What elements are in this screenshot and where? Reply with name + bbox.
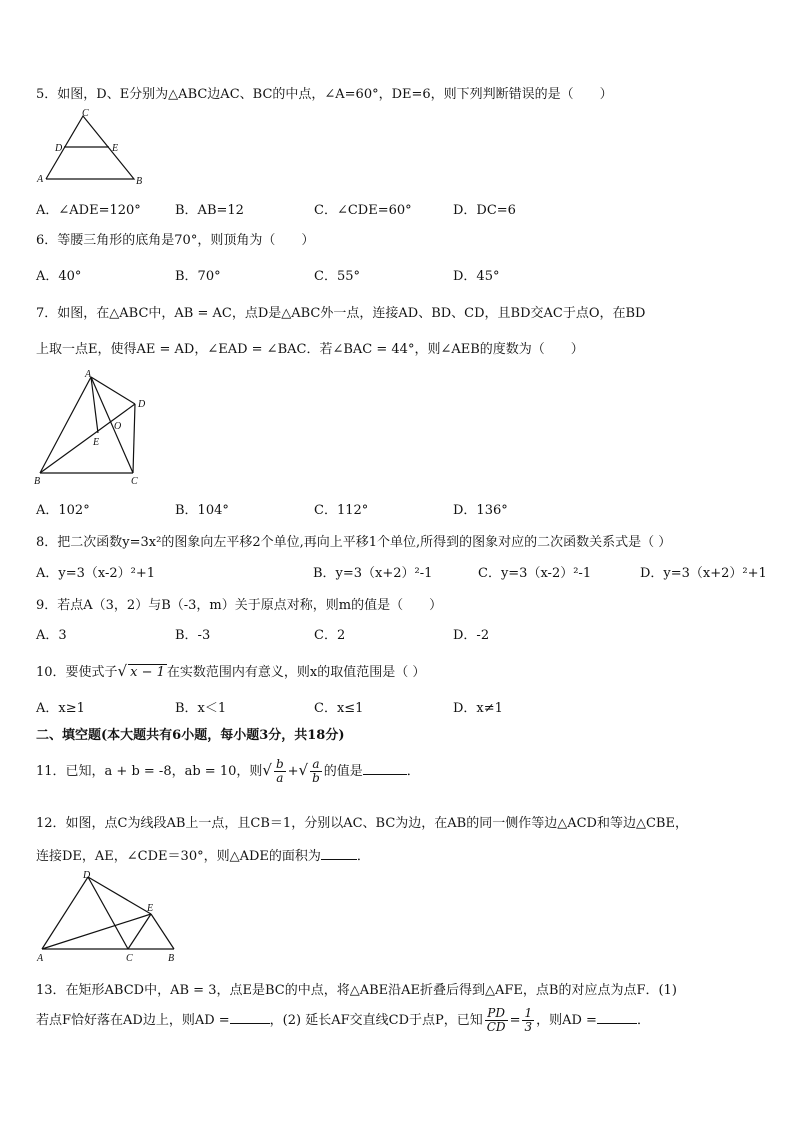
q7-option-c[interactable]: C．112° bbox=[314, 503, 369, 518]
q5-option-d[interactable]: D．DC=6 bbox=[453, 203, 516, 218]
q10-stem bbox=[36, 661, 425, 680]
q6-option-c[interactable]: C．55° bbox=[314, 269, 360, 284]
sqrt-icon: √ bbox=[262, 761, 272, 779]
q13-end: ． bbox=[636, 1013, 650, 1028]
q10-radicand: x − 1 bbox=[130, 665, 165, 680]
q8-option-d[interactable]: D．y=3（x+2）²+1 bbox=[640, 566, 767, 581]
sqrt-icon: √ bbox=[117, 662, 128, 680]
q12-label-b: B bbox=[168, 953, 175, 963]
q11-plus: + bbox=[287, 764, 299, 779]
q5-option-b[interactable]: B．AB=12 bbox=[175, 203, 244, 218]
q11-answer-blank[interactable] bbox=[363, 763, 407, 775]
q6-option-a[interactable]: A．40° bbox=[36, 269, 82, 284]
q12-label-c: C bbox=[126, 953, 133, 963]
q13-frac2-den: 3 bbox=[524, 1020, 533, 1034]
q13-frac bbox=[485, 1007, 508, 1034]
q11-frac1 bbox=[274, 758, 286, 785]
q12-stem-line2 bbox=[36, 845, 370, 864]
q7-label-o: O bbox=[114, 421, 122, 432]
q12-stem-line1: 12．如图，点C为线段AB上一点，且CB＝1，分别以AC、BC为边，在AB的同一侧作等边△ACD和等边△CBE， bbox=[36, 816, 688, 831]
q13-frac-den: CD bbox=[486, 1020, 506, 1034]
q10-option-d[interactable]: D．x≠1 bbox=[453, 701, 503, 716]
q13-answer-blank-2[interactable] bbox=[597, 1012, 637, 1024]
q11-frac1-den: a bbox=[276, 771, 284, 785]
q11-stem bbox=[36, 758, 420, 785]
q11-frac1-num: b bbox=[275, 757, 284, 771]
q13-stem-line1: 13．在矩形ABCD中，AB = 3，点E是BC的中点，将△ABE沿AE折叠后得到△AFE，点B的对应点为点F．(1) bbox=[36, 983, 677, 998]
q12-answer-blank[interactable] bbox=[321, 848, 357, 860]
q7-option-d[interactable]: D．136° bbox=[453, 503, 508, 518]
q11-stem-before: 11．已知，a + b = -8，ab = 10，则 bbox=[36, 764, 263, 779]
q8-stem: 8．把二次函数y=3x²的图象向左平移2个单位,再向上平移1个单位,所得到的图象对应的二次函数关系式是（ ） bbox=[36, 535, 672, 550]
q5-stem: 5．如图，D、E分别为△ABC边AC、BC的中点，∠A=60°，DE=6，则下列判断错误的是（ ） bbox=[36, 87, 613, 102]
q13-answer-blank-1[interactable] bbox=[230, 1012, 270, 1024]
q13-frac2-num: 1 bbox=[524, 1006, 533, 1020]
q11-frac2-num: a bbox=[310, 758, 322, 772]
q10-option-b[interactable]: B．x＜1 bbox=[175, 701, 227, 716]
q9-option-a[interactable]: A．3 bbox=[36, 628, 67, 643]
q11-frac2 bbox=[310, 758, 322, 785]
q7-label-c: C bbox=[131, 476, 138, 487]
q5-label-b: B bbox=[136, 176, 143, 186]
q5-option-c[interactable]: C．∠CDE=60° bbox=[314, 203, 412, 218]
q5-figure bbox=[32, 106, 152, 186]
q5-option-a[interactable]: A．∠ADE=120° bbox=[36, 203, 141, 218]
q11-stem-after: 的值是 bbox=[323, 764, 363, 779]
q11-frac2-den: b bbox=[312, 771, 320, 785]
q13-line2-part3: ，则AD = bbox=[536, 1013, 597, 1028]
q10-option-a[interactable]: A．x≥1 bbox=[36, 701, 85, 716]
q8-option-c[interactable]: C．y=3（x-2）²-1 bbox=[478, 566, 592, 581]
q8-option-b[interactable]: B．y=3（x+2）²-1 bbox=[313, 566, 433, 581]
q5-label-d: D bbox=[55, 143, 63, 154]
q6-option-b[interactable]: B．70° bbox=[175, 269, 221, 284]
q9-option-c[interactable]: C．2 bbox=[314, 628, 346, 643]
q13-equals: = bbox=[509, 1013, 521, 1028]
q13-line2-part1: 若点F恰好落在AD边上，则AD = bbox=[36, 1013, 230, 1028]
q13-frac-num: PD bbox=[485, 1007, 508, 1021]
q7-option-b[interactable]: B．104° bbox=[175, 503, 229, 518]
q13-line2-part2: ，(2) 延长AF交直线CD于点P，已知 bbox=[269, 1013, 483, 1028]
q13-frac2 bbox=[522, 1007, 534, 1034]
q8-option-a[interactable]: A．y=3（x-2）²+1 bbox=[36, 566, 156, 581]
q9-stem: 9．若点A（3，2）与B（-3，m）关于原点对称，则m的值是（ ） bbox=[36, 598, 443, 613]
q7-label-a: A bbox=[85, 369, 92, 380]
q7-figure bbox=[32, 368, 162, 488]
q5-label-e: E bbox=[112, 143, 119, 154]
q6-option-d[interactable]: D．45° bbox=[453, 269, 500, 284]
q7-label-b: B bbox=[34, 476, 41, 487]
q12-stem-line2-after: ． bbox=[356, 849, 370, 864]
q7-label-d: D bbox=[138, 399, 146, 410]
q11-end: ． bbox=[406, 764, 420, 779]
q7-option-a[interactable]: A．102° bbox=[36, 503, 90, 518]
q12-figure bbox=[32, 868, 182, 963]
q12-label-d: D bbox=[83, 870, 91, 881]
q9-option-b[interactable]: B．-3 bbox=[175, 628, 211, 643]
q5-label-a: A bbox=[37, 174, 44, 185]
q12-label-e: E bbox=[147, 903, 154, 914]
q7-stem-line2: 上取一点E，使得AE = AD，∠EAD = ∠BAC．若∠BAC = 44°，则∠AEB的度数为（ ） bbox=[36, 342, 584, 357]
q12-label-a: A bbox=[37, 953, 44, 963]
sqrt-icon: √ bbox=[298, 761, 309, 779]
q13-stem-line2 bbox=[36, 1007, 650, 1034]
q6-stem: 6．等腰三角形的底角是70°，则顶角为（ ） bbox=[36, 233, 315, 248]
q7-stem-line1: 7．如图，在△ABC中，AB = AC，点D是△ABC外一点，连接AD、BD、CD，且BD交AC于点O，在BD bbox=[36, 306, 646, 321]
q7-label-e: E bbox=[93, 437, 100, 448]
q9-option-d[interactable]: D．-2 bbox=[453, 628, 490, 643]
q10-stem-after: 在实数范围内有意义，则x的取值范围是（ ） bbox=[166, 665, 426, 680]
q12-stem-line2-before: 连接DE，AE，∠CDE＝30°，则△ADE的面积为 bbox=[36, 849, 321, 864]
q5-label-c: C bbox=[82, 108, 89, 119]
q10-option-c[interactable]: C．x≤1 bbox=[314, 701, 364, 716]
section-heading: 二、填空题(本大题共有6小题，每小题3分，共18分) bbox=[36, 728, 345, 743]
q10-stem-before: 10．要使式子 bbox=[36, 665, 118, 680]
